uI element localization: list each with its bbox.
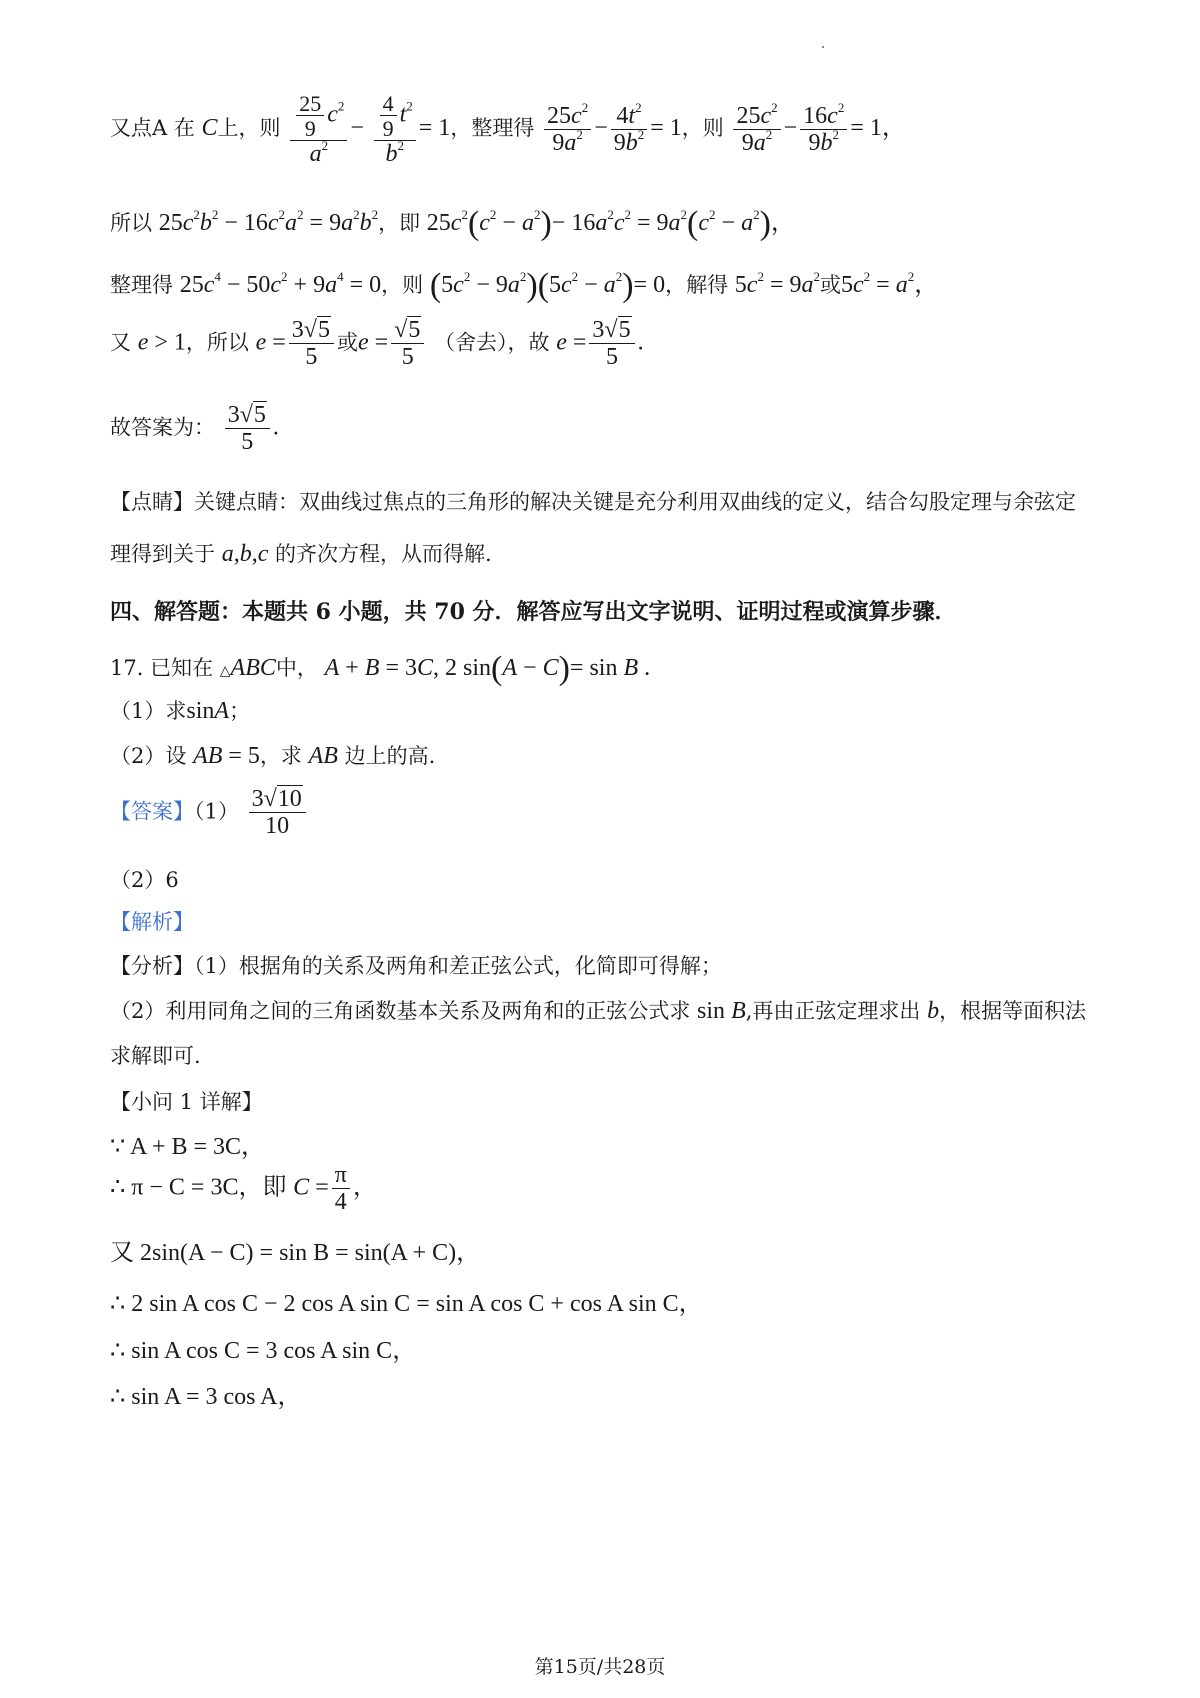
step-6 [110, 1376, 302, 1411]
step-1 [110, 1126, 265, 1161]
text-segment: 的齐次方程，从而得解. [275, 542, 492, 566]
analysis-tag [110, 906, 194, 936]
text-segment: ； [229, 699, 251, 723]
text-segment: ，整理得 [450, 116, 535, 141]
line-e-greater-1: 又 e > 1，所以 e = $\frac{3√5}{5}$ 或e = $\frac{√5}{5}$ （舍去），故 e = $\frac{3√5}{5}$ . [110, 317, 644, 371]
text-segment: 又点A 在 [110, 116, 195, 141]
section-title [110, 595, 957, 626]
remark-line-2: 理得到关于 a,b,c 的齐次方程，从而得解. [110, 541, 492, 567]
text-segment: 所以 [110, 211, 152, 235]
text-segment: 上，则 [217, 116, 281, 141]
text-segment: （2）6 [110, 868, 179, 892]
question-17-part-1: （1）求sinA； [110, 698, 251, 724]
text-segment: 17. 已知在 [110, 656, 214, 680]
text-segment: 整理得 [110, 273, 173, 297]
remark-line-1 [110, 486, 1076, 516]
text-segment: ，根据等面积法 [939, 999, 1087, 1023]
step-text: ∴ sin A cos C = 3 cos A sin C， [110, 1338, 417, 1364]
answer-tag: 【答案】 [110, 799, 194, 824]
xiaowen-tag-text: 【小问 1 详解】 [110, 1090, 263, 1114]
line-answer: 故答案为： $\frac{3√5}{5}$ . [110, 402, 279, 456]
analysis-tag-text: 【解析】 [110, 910, 194, 934]
xiaowen-tag [110, 1086, 263, 1116]
line-point-a-on-c: 又点A 在 C上，则 $\frac{25}{9}$ $c^2$ $a^2$ − $\frac{4}{9}$ $t^2$ $b^2$ = 1，整理得 $\frac{25c^2}{9a^2}$ − $\frac{4t^2}{9b^2}$ = 1，则 $\frac{25c^2}{9a^2}$ − $\frac{16c^2}{9b^2}$ = 1， [110, 91, 906, 168]
line-so: 所以 $25c^2b^2 - 16c^2a^2 = 9a^2b^2$，即 $25c^2(c^2 - a^2)- 16a^2c^2 = 9a^2(c^2 - a^2)$， [110, 205, 795, 242]
text-segment: （1） [194, 799, 239, 824]
page-number: 第15页/共28页 [534, 1656, 666, 1678]
answer-line-1: 【答案】（1） $\frac{3√10}{10}$ [110, 787, 309, 839]
math-c: C [201, 115, 218, 142]
text-segment: ，解得 [665, 273, 729, 297]
text-segment: 故答案为： [110, 415, 215, 440]
text-segment: 求解即可. [110, 1044, 201, 1068]
fenxi-line-1 [110, 950, 722, 980]
text-segment: （2）设 [110, 744, 187, 768]
text-segment: 中， [275, 656, 318, 680]
text-segment: ,再由正弦定理求出 [745, 999, 921, 1023]
question-17: 17. 已知在 △ABC中， A + B = 3C, 2 sin(A − C)= sin B . [110, 650, 651, 687]
text-segment: （2）利用同角之间的三角函数基本关系及两角和的正弦公式求 [110, 999, 691, 1023]
text-segment: ，即 [378, 211, 421, 235]
step-text: 又 2sin(A − C) = sin B = sin(A + C)， [110, 1240, 481, 1266]
step-text: ∴ π − C = 3C，即 [110, 1174, 287, 1201]
text-segment: 或 [336, 330, 358, 355]
step-2: ∴ π − C = 3C，即 C = $\frac{\pi}{4}$ ， [110, 1162, 377, 1216]
text-segment: 又 [110, 330, 131, 355]
question-17-part-2: （2）设 AB = 5，求 AB 边上的高. [110, 743, 436, 769]
fraction-compound-1: $\frac{25}{9}$ $c^2$ $a^2$ [290, 92, 347, 167]
line-organize: 整理得 $25c^4 - 50c^2 + 9a^4 = 0$，则 $(5c^2 - 9a^2)(5c^2 - a^2)= 0$，解得 $5c^2 = 9a^2$或$5c^2 = a^2$， [110, 267, 939, 304]
step-text: ∴ 2 sin A cos C − 2 cos A sin C = sin A cos C + cos A sin C， [110, 1291, 703, 1317]
text-segment: （1）根据角的关系及两角和差正弦公式，化简即可得解； [194, 954, 722, 978]
remark-text: 【点睛】关键点睛：双曲线过焦点的三角形的解决关键是充分利用双曲线的定义，结合勾股定理与余弦定 [110, 490, 1076, 514]
fraction-compound-2: $\frac{4}{9}$ $t^2$ $b^2$ [374, 92, 416, 167]
fenxi-line-3 [110, 1040, 201, 1070]
text-segment: 边上的高. [344, 744, 436, 768]
step-text: ∴ sin A = 3 cos A， [110, 1384, 302, 1410]
text-segment: （1）求 [110, 699, 187, 723]
scan-dot [822, 46, 824, 48]
section-title-text: 四、解答题：本题共 6 小题，共 70 分．解答应写出文字说明、证明过程或演算步骤． [110, 599, 957, 625]
text-segment: ，求 [259, 744, 302, 768]
text-segment: 或 [819, 273, 841, 297]
text-segment: （舍去），故 [434, 330, 550, 355]
step-3 [110, 1232, 480, 1267]
step-text: ∵ A + B = 3C， [110, 1134, 266, 1160]
text-segment: 理得到关于 [110, 542, 215, 566]
answer-line-2 [110, 864, 179, 894]
text-segment: ，则 [681, 116, 724, 141]
fenxi-tag: 【分析】 [110, 954, 194, 978]
fenxi-line-2: （2）利用同角之间的三角函数基本关系及两角和的正弦公式求 sin B,再由正弦定理求出 b，根据等面积法 [110, 998, 1087, 1024]
text-segment: ，所以 [185, 330, 249, 355]
step-5 [110, 1330, 416, 1365]
step-4 [110, 1283, 703, 1318]
text-segment: ，则 [381, 273, 424, 297]
